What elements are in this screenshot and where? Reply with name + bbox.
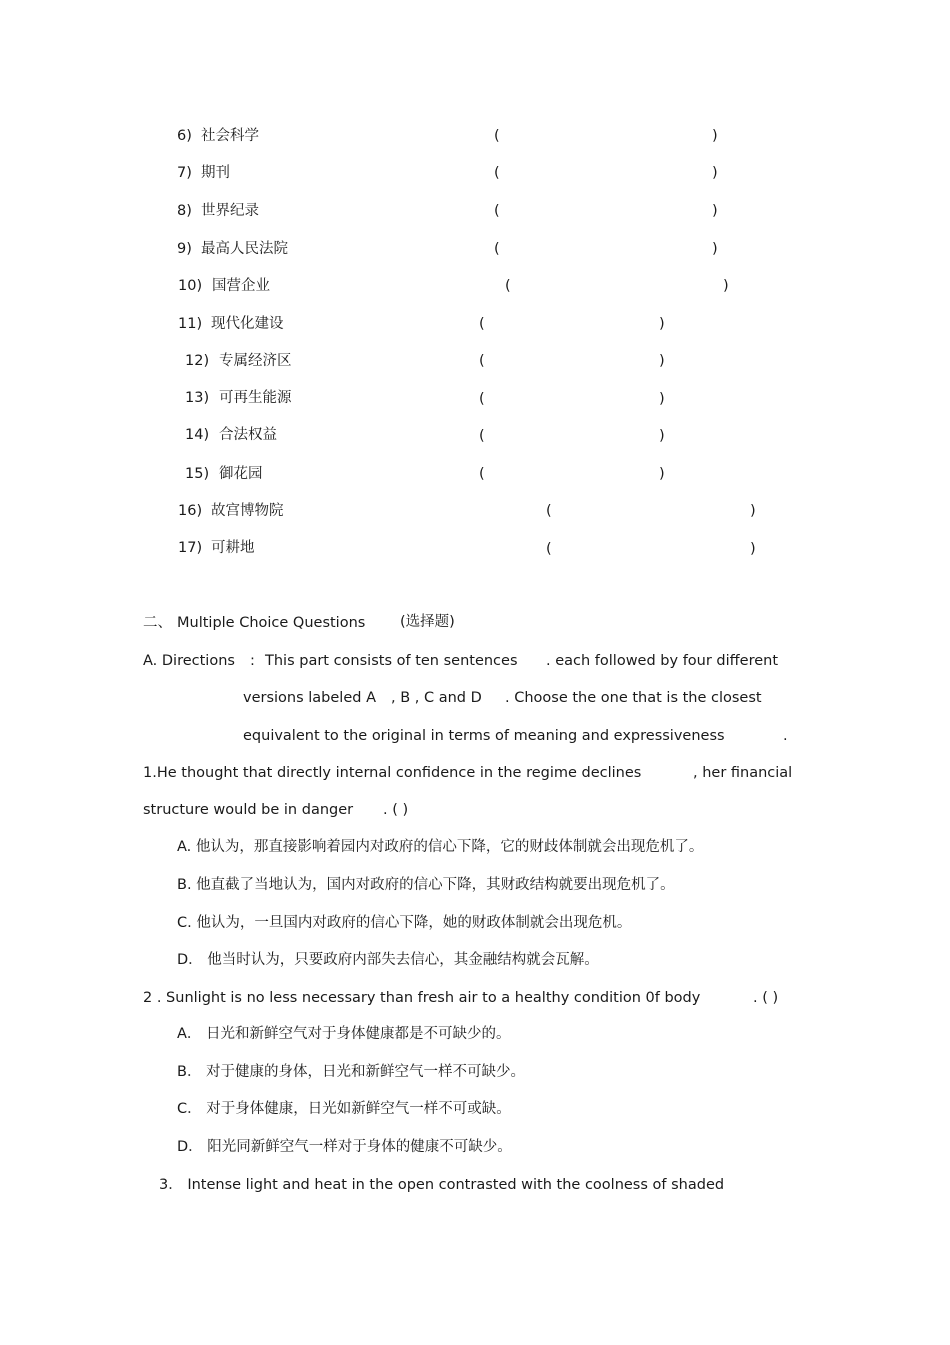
option-d: D． 阳光同新鲜空气一样对于身体的健康不可缺少。 — [177, 1139, 512, 1155]
item-number: 13) — [185, 390, 210, 406]
answer-paren-close: ) — [659, 391, 665, 407]
item-number: 6) — [177, 128, 192, 144]
question-stem: 1.He thought that directly internal confidence in the regime declines — [143, 765, 642, 781]
answer-paren-open: ( — [494, 241, 500, 257]
answer-paren-open: ( — [479, 353, 485, 369]
item-number: 11) — [178, 316, 203, 332]
item-term: 世界纪录 — [201, 203, 259, 219]
answer-paren-open: ( — [479, 466, 485, 482]
item-term: 可耕地 — [211, 540, 255, 556]
item-term: 国营企业 — [212, 278, 270, 294]
answer-paren-close: ) — [712, 165, 718, 181]
answer-paren-open: ( — [505, 278, 511, 294]
item-term: 专属经济区 — [219, 353, 292, 369]
directions-text: versions labeled A — [243, 690, 376, 706]
answer-paren-close: ) — [750, 503, 756, 519]
question-stem: , her financial — [693, 765, 793, 781]
item-number: 7) — [177, 165, 192, 181]
directions-text: This part consists of ten sentences — [265, 653, 518, 669]
answer-paren-close: ) — [723, 278, 729, 294]
directions-label: A. Directions — [143, 653, 235, 669]
item-number: 9) — [177, 241, 192, 257]
item-term: 期刊 — [201, 165, 230, 181]
item-term: 故宫博物院 — [211, 503, 284, 519]
directions-colon: : — [250, 653, 255, 669]
question-stem: 3． Intense light and heat in the open contrasted with the coolness of shaded — [159, 1177, 725, 1193]
item-number: 15) — [185, 466, 210, 482]
answer-paren-open: ( — [479, 391, 485, 407]
item-number: 17) — [178, 540, 203, 556]
answer-paren-close: ) — [659, 428, 665, 444]
option-a: A． 日光和新鲜空气对于身体健康都是不可缺少的。 — [177, 1026, 511, 1042]
answer-paren: . ( ) — [753, 990, 779, 1006]
answer-paren-close: ) — [712, 128, 718, 144]
answer-paren: . ( ) — [383, 802, 409, 818]
answer-paren-close: ) — [712, 203, 718, 219]
item-term: 御花园 — [219, 466, 263, 482]
item-term: 现代化建设 — [211, 316, 284, 332]
item-term: 可再生能源 — [219, 390, 292, 406]
item-number: 16) — [178, 503, 203, 519]
answer-paren-open: ( — [494, 128, 500, 144]
section-title: Multiple Choice Questions — [177, 615, 366, 631]
item-number: 14) — [185, 427, 210, 443]
answer-paren-open: ( — [494, 203, 500, 219]
answer-paren-close: ) — [659, 316, 665, 332]
option-b: B. 他直截了当地认为，国内对政府的信心下降，其财政结构就要出现危机了。 — [177, 877, 675, 893]
item-number: 12) — [185, 353, 210, 369]
answer-paren-open: ( — [494, 165, 500, 181]
option-c: C． 对于身体健康，日光如新鲜空气一样不可或缺。 — [177, 1101, 511, 1117]
answer-paren-close: ) — [712, 241, 718, 257]
question-stem: structure would be in danger — [143, 802, 354, 818]
answer-paren-close: ) — [750, 541, 756, 557]
answer-paren-open: ( — [479, 316, 485, 332]
directions-text: . each followed by four different — [546, 653, 779, 669]
item-term: 社会科学 — [201, 128, 259, 144]
item-term: 最高人民法院 — [201, 241, 288, 257]
section-title-cn: (选择题) — [400, 614, 455, 630]
option-c: C. 他认为，一旦国内对政府的信心下降，她的财政体制就会出现危机。 — [177, 915, 632, 931]
option-b: B． 对于健康的身体，日光和新鲜空气一样不可缺少。 — [177, 1064, 526, 1080]
section-number: 二、 — [143, 615, 172, 631]
answer-paren-close: ) — [659, 466, 665, 482]
directions-text: . — [783, 728, 788, 744]
directions-text: equivalent to the original in terms of meaning and expressiveness — [243, 728, 725, 744]
answer-paren-close: ) — [659, 353, 665, 369]
question-stem: 2 . Sunlight is no less necessary than fresh air to a healthy condition 0f body — [143, 990, 701, 1006]
answer-paren-open: ( — [546, 541, 552, 557]
answer-paren-open: ( — [479, 428, 485, 444]
answer-paren-open: ( — [546, 503, 552, 519]
directions-text: . Choose the one that is the closest — [505, 690, 762, 706]
item-term: 合法权益 — [219, 427, 277, 443]
option-a: A. 他认为，那直接影响着园内对政府的信心下降，它的财歧体制就会出现危机了。 — [177, 839, 704, 855]
item-number: 8) — [177, 203, 192, 219]
directions-text: , B , C and D — [391, 690, 482, 706]
option-d: D． 他当时认为，只要政府内部失去信心，其金融结构就会瓦解。 — [177, 952, 599, 968]
item-number: 10) — [178, 278, 203, 294]
